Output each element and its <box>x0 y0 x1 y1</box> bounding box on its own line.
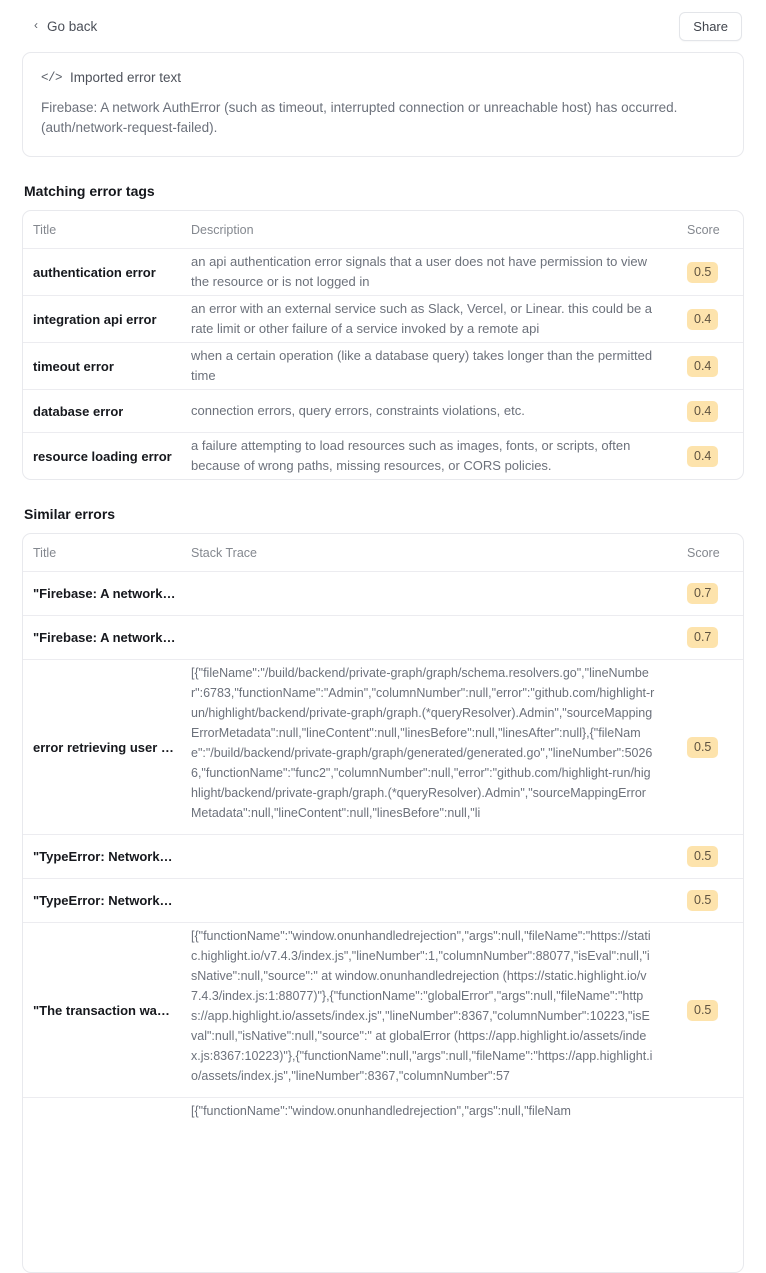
error-title: "The transaction wa… <box>33 1002 170 1018</box>
similar-errors-title: Similar errors <box>24 506 116 522</box>
stack-trace[interactable]: [{"functionName":"window.onunhandledrejection","args":null,"fileName":"https://static.highlight.io/v7.4.3/index.js","lineNumber":1,"columnNumber":88077,"isEval":null,"isNative":null,"source":" at window.onunhandledrejection (https://static.highlight.io/v7.4.3/index.js:1:88077)"},{"functionName":"globalError","args":null,"fileName":"https://app.highlight.io/assets/index.js","lineNumber":8367,"columnNumber":10223,"isEval":null,"isNative":null,"source":" at globalError (https://app.highlight.io/assets/index.js:8367:10223)"},{"functionName":null,"args":null,"fileName":"https://app.highlight.io/assets/index.js","lineNumber":8367,"columnNumber":57 <box>191 929 653 1083</box>
score-badge: 0.4 <box>687 356 718 377</box>
table-row[interactable] <box>23 922 743 1097</box>
tag-description[interactable]: when a certain operation (like a database query) takes longer than the permitted time <box>191 348 653 383</box>
table-row[interactable] <box>23 432 743 479</box>
stack-trace[interactable] <box>191 621 269 655</box>
tag-description[interactable]: connection errors, query errors, constraints violations, etc. <box>191 403 525 418</box>
score-badge: 0.5 <box>687 737 718 758</box>
imported-error-text: Firebase: A network AuthError (such as timeout, interrupted connection or unreachable host) has occurred. (auth/network-request-failed). <box>41 100 678 135</box>
score-badge: 0.5 <box>687 846 718 867</box>
score-badge: 0.5 <box>687 262 718 283</box>
column-header-title: Title <box>33 222 57 237</box>
column-header-score: Score <box>687 222 720 237</box>
error-title: "Firebase: A network… <box>33 586 176 601</box>
table-row[interactable] <box>23 834 743 878</box>
score-badge: 0.4 <box>687 309 718 330</box>
tag-title: integration api error <box>33 311 157 327</box>
imported-error-header <box>41 70 725 85</box>
stack-trace[interactable]: [{"functionName":"window.onunhandledrejection","args":null,"fileNam <box>191 1104 571 1118</box>
tag-title: timeout error <box>33 358 114 374</box>
error-title: "TypeError: Network… <box>33 849 173 864</box>
stack-trace[interactable] <box>191 840 269 874</box>
table-row[interactable] <box>23 248 743 295</box>
score-badge: 0.7 <box>687 627 718 648</box>
table-row[interactable] <box>23 659 743 834</box>
imported-error-card <box>22 52 744 157</box>
code-brackets-icon: </> <box>41 70 63 85</box>
error-title: error retrieving user … <box>33 739 174 755</box>
error-title: "TypeError: Network… <box>33 893 173 908</box>
table-row[interactable] <box>23 342 743 389</box>
imported-error-title: Imported error text <box>70 70 182 85</box>
similar-errors-table <box>22 533 744 1273</box>
tag-description[interactable]: a failure attempting to load resources such as images, fonts, or scripts, often because of wrong paths, missing resources, or CORS policies. <box>191 438 631 473</box>
score-badge: 0.4 <box>687 401 718 422</box>
tag-description[interactable]: an error with an external service such as Slack, Vercel, or Linear. this could be a rate limit or other failure of a service invoked by a remote api <box>191 301 653 336</box>
table-row[interactable] <box>23 295 743 342</box>
column-header-score: Score <box>687 545 720 560</box>
stack-trace[interactable]: [{"fileName":"/build/backend/private-graph/graph/schema.resolvers.go","lineNumber":6783,"functionName":"Admin","columnNumber":null,"error":"github.com/highlight-run/highlight/backend/private-graph/graph.(*queryResolver).Admin","sourceMappingErrorMetadata":null,"lineContent":null,"linesBefore":null,"linesAfter":null},{"fileName":"/build/backend/private-graph/graph/generated/generated.go","lineNumber":50266,"functionName":"func2","columnNumber":null,"error":"github.com/highlight-run/highlight/backend/private-graph/graph.(*queryResolver).Admin","sourceMappingErrorMetadata":null,"lineContent":null,"linesBefore":null,"li <box>191 666 655 820</box>
page-content <box>0 52 766 1273</box>
chevron-left-icon: ‹ <box>34 18 38 32</box>
tag-title: resource loading error <box>33 448 172 464</box>
go-back-label: Go back <box>47 18 98 34</box>
table-header-row <box>23 211 743 248</box>
table-row[interactable] <box>23 878 743 922</box>
column-header-stack-trace: Stack Trace <box>191 545 257 560</box>
topbar <box>0 0 766 52</box>
score-badge: 0.4 <box>687 446 718 467</box>
table-row[interactable] <box>23 389 743 432</box>
stack-trace[interactable] <box>191 884 269 918</box>
table-row[interactable] <box>23 1097 743 1272</box>
column-header-title: Title <box>33 545 57 560</box>
matching-error-tags-table <box>22 210 744 480</box>
table-row[interactable] <box>23 571 743 615</box>
matching-tags-title: Matching error tags <box>24 183 155 199</box>
table-row[interactable] <box>23 615 743 659</box>
table-header-row <box>23 534 743 571</box>
share-button[interactable]: Share <box>679 12 742 41</box>
tag-description[interactable]: an api authentication error signals that a user does not have permission to view the resource or is not logged in <box>191 254 647 289</box>
score-badge: 0.5 <box>687 890 718 911</box>
column-header-description: Description <box>191 222 254 237</box>
tag-title: authentication error <box>33 264 156 280</box>
tag-title: database error <box>33 403 124 419</box>
error-title: "Firebase: A network… <box>33 630 176 645</box>
score-badge: 0.5 <box>687 1000 718 1021</box>
go-back-button[interactable] <box>32 15 99 38</box>
stack-trace[interactable] <box>191 577 269 611</box>
score-badge: 0.7 <box>687 583 718 604</box>
